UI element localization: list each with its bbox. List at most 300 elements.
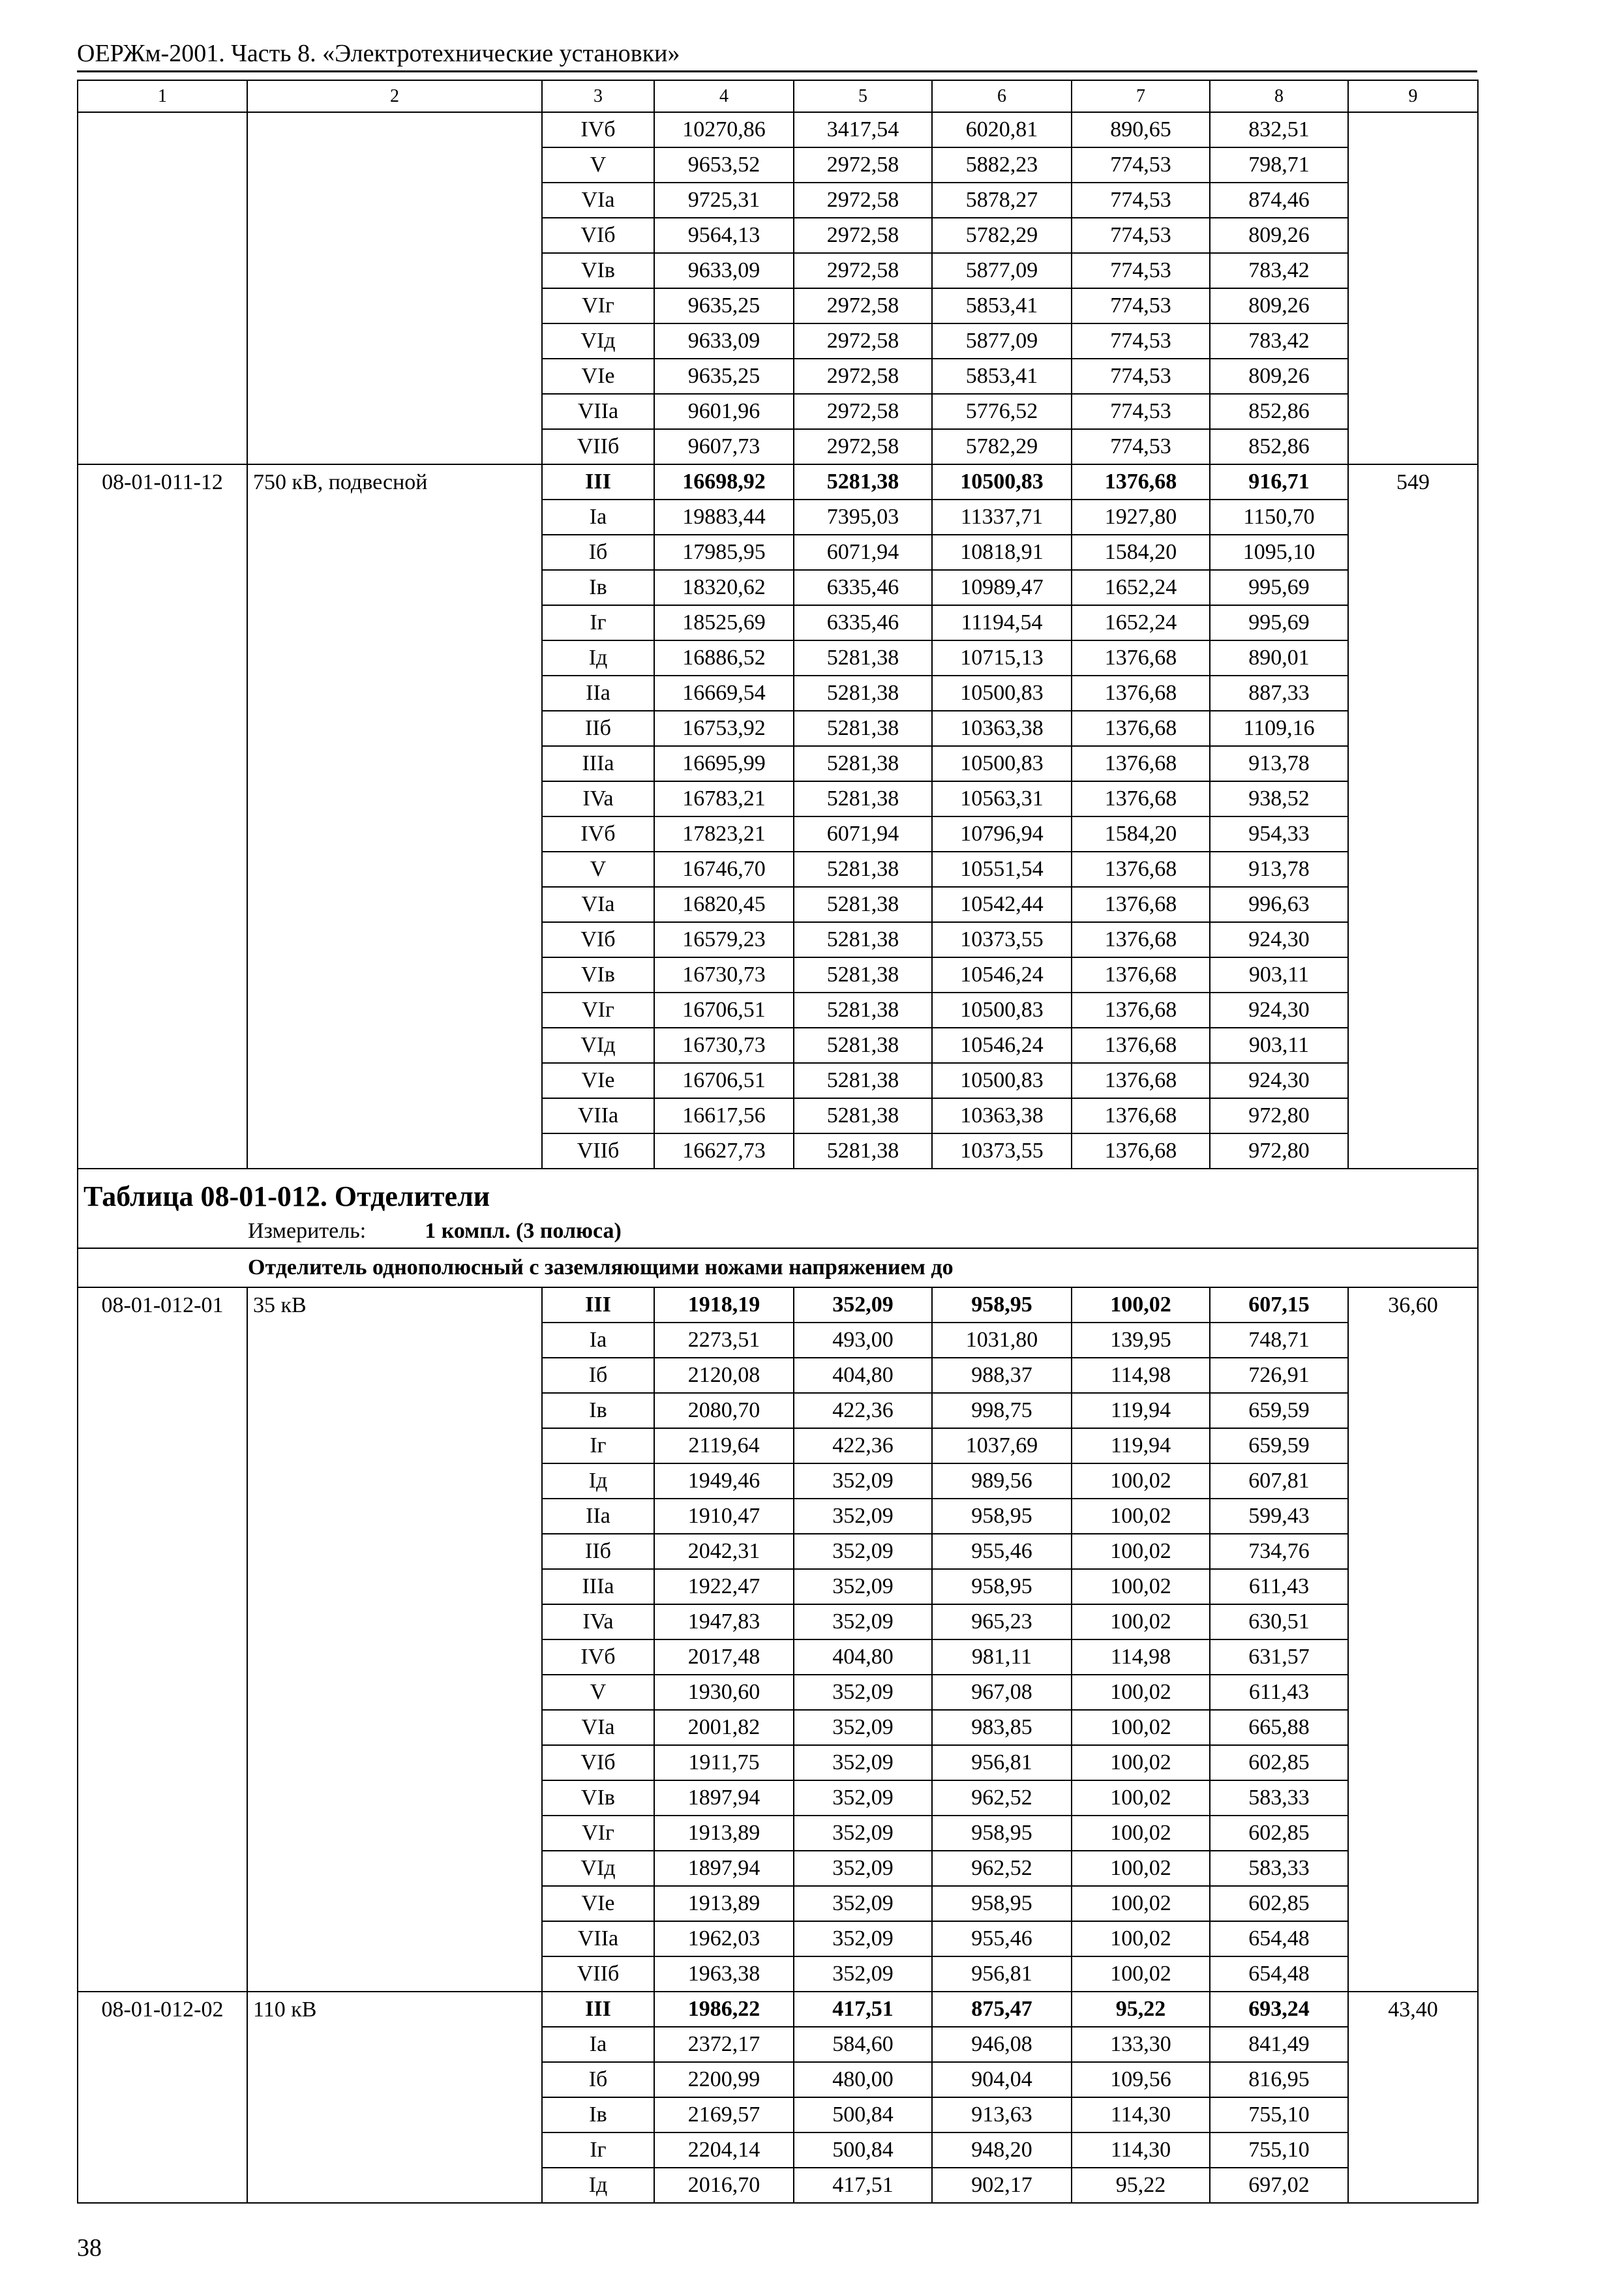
value-cell: 1986,22 <box>654 1992 794 2027</box>
value-cell: 1037,69 <box>932 1428 1072 1463</box>
value-cell: 774,53 <box>1072 359 1210 394</box>
value-cell: 956,81 <box>932 1956 1072 1992</box>
region-zone-cell: IIa <box>542 1499 654 1534</box>
value-cell: 114,30 <box>1072 2097 1210 2132</box>
value-cell: 10546,24 <box>932 1028 1072 1063</box>
value-cell: 2200,99 <box>654 2062 794 2097</box>
region-zone-cell: VIб <box>542 922 654 957</box>
region-zone-cell: V <box>542 852 654 887</box>
value-cell: 599,43 <box>1210 1499 1348 1534</box>
value-cell: 2273,51 <box>654 1323 794 1358</box>
region-zone-cell: IVб <box>542 816 654 852</box>
value-cell: 902,17 <box>932 2168 1072 2203</box>
value-cell: 6020,81 <box>932 112 1072 147</box>
value-cell: 852,86 <box>1210 429 1348 464</box>
region-zone-cell: Ia <box>542 1323 654 1358</box>
value-cell: 998,75 <box>932 1393 1072 1428</box>
value-cell: 1947,83 <box>654 1604 794 1639</box>
value-cell: 755,10 <box>1210 2097 1348 2132</box>
value-cell: 1913,89 <box>654 1886 794 1921</box>
value-cell: 5281,38 <box>794 922 932 957</box>
table-row <box>78 1287 1478 1323</box>
value-cell: 755,10 <box>1210 2132 1348 2168</box>
value-cell: 958,95 <box>932 1886 1072 1921</box>
value-cell: 1376,68 <box>1072 852 1210 887</box>
region-zone-cell: Ia <box>542 2027 654 2062</box>
value-cell: 841,49 <box>1210 2027 1348 2062</box>
value-cell: 602,85 <box>1210 1886 1348 1921</box>
value-cell: 1376,68 <box>1072 957 1210 993</box>
region-zone-cell: V <box>542 147 654 183</box>
value-cell: 946,08 <box>932 2027 1072 2062</box>
value-cell: 2204,14 <box>654 2132 794 2168</box>
value-cell: 1376,68 <box>1072 781 1210 816</box>
value-cell: 958,95 <box>932 1499 1072 1534</box>
value-cell: 2972,58 <box>794 323 932 359</box>
value-cell: 2372,17 <box>654 2027 794 2062</box>
value-cell: 139,95 <box>1072 1323 1210 1358</box>
value-cell: 352,09 <box>794 1675 932 1710</box>
region-zone-cell: VIIa <box>542 1098 654 1133</box>
value-cell: 995,69 <box>1210 605 1348 640</box>
value-cell: 500,84 <box>794 2097 932 2132</box>
value-cell: 659,59 <box>1210 1428 1348 1463</box>
value-cell: 1376,68 <box>1072 676 1210 711</box>
value-cell: 5281,38 <box>794 711 932 746</box>
value-cell: 100,02 <box>1072 1780 1210 1816</box>
region-zone-cell: Iг <box>542 605 654 640</box>
value-cell: 5281,38 <box>794 957 932 993</box>
measure-cell <box>78 1215 1478 1248</box>
value-cell: 500,84 <box>794 2132 932 2168</box>
value-cell: 100,02 <box>1072 1956 1210 1992</box>
value-cell: 352,09 <box>794 1534 932 1569</box>
column-number: 6 <box>932 80 1072 112</box>
value-cell: 2972,58 <box>794 218 932 253</box>
region-zone-cell: Iг <box>542 2132 654 2168</box>
column-number: 4 <box>654 80 794 112</box>
value-cell: 938,52 <box>1210 781 1348 816</box>
value-cell: 607,15 <box>1210 1287 1348 1323</box>
value-cell: 1376,68 <box>1072 993 1210 1028</box>
value-cell: 996,63 <box>1210 887 1348 922</box>
value-cell: 1963,38 <box>654 1956 794 1992</box>
value-cell: 962,52 <box>932 1780 1072 1816</box>
value-cell: 890,01 <box>1210 640 1348 676</box>
value-cell: 16886,52 <box>654 640 794 676</box>
region-zone-cell: IIб <box>542 711 654 746</box>
value-cell: 2042,31 <box>654 1534 794 1569</box>
value-cell: 2119,64 <box>654 1428 794 1463</box>
value-cell: 352,09 <box>794 1604 932 1639</box>
value-cell: 100,02 <box>1072 1710 1210 1745</box>
value-cell: 114,30 <box>1072 2132 1210 2168</box>
value-cell: 972,80 <box>1210 1133 1348 1169</box>
value-cell: 9601,96 <box>654 394 794 429</box>
value-cell: 734,76 <box>1210 1534 1348 1569</box>
value-cell: 2972,58 <box>794 359 932 394</box>
value-cell: 5281,38 <box>794 1098 932 1133</box>
value-cell: 956,81 <box>932 1745 1072 1780</box>
value-cell: 100,02 <box>1072 1921 1210 1956</box>
value-cell: 1150,70 <box>1210 500 1348 535</box>
region-zone-cell: VIIб <box>542 429 654 464</box>
value-cell: 10563,31 <box>932 781 1072 816</box>
region-zone-cell: VIa <box>542 183 654 218</box>
region-zone-cell: VIд <box>542 1851 654 1886</box>
value-cell: 109,56 <box>1072 2062 1210 2097</box>
region-zone-cell: Iб <box>542 2062 654 2097</box>
column-number: 8 <box>1210 80 1348 112</box>
value-cell: 748,71 <box>1210 1323 1348 1358</box>
region-zone-cell: VIIa <box>542 394 654 429</box>
value-cell: 5882,23 <box>932 147 1072 183</box>
value-cell: 10796,94 <box>932 816 1072 852</box>
value-cell: 6335,46 <box>794 605 932 640</box>
value-cell: 10715,13 <box>932 640 1072 676</box>
value-cell: 100,02 <box>1072 1604 1210 1639</box>
value-cell: 114,98 <box>1072 1358 1210 1393</box>
value-cell: 774,53 <box>1072 394 1210 429</box>
column-number: 2 <box>247 80 542 112</box>
column-number: 9 <box>1348 80 1478 112</box>
value-cell: 9635,25 <box>654 359 794 394</box>
section-title-row <box>78 1169 1478 1215</box>
value-cell: 10363,38 <box>932 1098 1072 1133</box>
region-zone-cell: IIIa <box>542 1569 654 1604</box>
value-cell: 352,09 <box>794 1780 932 1816</box>
value-cell: 958,95 <box>932 1816 1072 1851</box>
value-cell: 798,71 <box>1210 147 1348 183</box>
value-cell: 5853,41 <box>932 359 1072 394</box>
region-zone-cell: VIв <box>542 957 654 993</box>
value-cell: 10373,55 <box>932 922 1072 957</box>
value-cell: 887,33 <box>1210 676 1348 711</box>
item-name: 750 кВ, подвесной <box>247 464 542 1169</box>
value-cell: 5776,52 <box>932 394 1072 429</box>
value-cell: 9633,09 <box>654 253 794 288</box>
value-cell: 417,51 <box>794 2168 932 2203</box>
value-cell: 955,46 <box>932 1921 1072 1956</box>
value-cell: 16753,92 <box>654 711 794 746</box>
value-cell: 5853,41 <box>932 288 1072 323</box>
value-cell: 1095,10 <box>1210 535 1348 570</box>
value-cell: 659,59 <box>1210 1393 1348 1428</box>
value-cell: 16706,51 <box>654 993 794 1028</box>
value-cell: 1109,16 <box>1210 711 1348 746</box>
value-cell: 19883,44 <box>654 500 794 535</box>
value-cell: 2001,82 <box>654 1710 794 1745</box>
value-cell: 602,85 <box>1210 1745 1348 1780</box>
value-cell: 1584,20 <box>1072 535 1210 570</box>
value-cell: 1910,47 <box>654 1499 794 1534</box>
region-zone-cell: IVa <box>542 1604 654 1639</box>
value-cell: 7395,03 <box>794 500 932 535</box>
value-cell: 665,88 <box>1210 1710 1348 1745</box>
value-cell: 2017,48 <box>654 1639 794 1675</box>
column-number: 5 <box>794 80 932 112</box>
region-zone-cell: Iв <box>542 2097 654 2132</box>
value-cell: 11194,54 <box>932 605 1072 640</box>
region-zone-cell: VIIб <box>542 1956 654 1992</box>
value-cell: 2169,57 <box>654 2097 794 2132</box>
value-cell: 1376,68 <box>1072 1063 1210 1098</box>
value-cell: 493,00 <box>794 1323 932 1358</box>
region-zone-cell: V <box>542 1675 654 1710</box>
value-cell: 100,02 <box>1072 1287 1210 1323</box>
value-cell: 913,63 <box>932 2097 1072 2132</box>
value-cell: 5782,29 <box>932 218 1072 253</box>
value-cell: 10818,91 <box>932 535 1072 570</box>
description-row <box>78 1248 1478 1287</box>
value-cell: 924,30 <box>1210 1063 1348 1098</box>
table-row <box>78 1992 1478 2027</box>
value-cell: 924,30 <box>1210 993 1348 1028</box>
table-body <box>78 80 1478 2203</box>
value-cell: 890,65 <box>1072 112 1210 147</box>
value-cell: 955,46 <box>932 1534 1072 1569</box>
value-cell: 10500,83 <box>932 1063 1072 1098</box>
value-cell: 3417,54 <box>794 112 932 147</box>
value-cell: 95,22 <box>1072 1992 1210 2027</box>
value-cell: 2972,58 <box>794 394 932 429</box>
price-table <box>77 80 1479 2204</box>
value-cell: 5281,38 <box>794 676 932 711</box>
value-cell: 904,04 <box>932 2062 1072 2097</box>
value-cell: 697,02 <box>1210 2168 1348 2203</box>
value-cell: 10542,44 <box>932 887 1072 922</box>
value-cell: 422,36 <box>794 1393 932 1428</box>
region-zone-cell: VIг <box>542 288 654 323</box>
value-cell: 16698,92 <box>654 464 794 500</box>
value-cell: 1897,94 <box>654 1780 794 1816</box>
value-cell: 9653,52 <box>654 147 794 183</box>
value-cell: 583,33 <box>1210 1851 1348 1886</box>
value-cell: 903,11 <box>1210 1028 1348 1063</box>
value-cell: 100,02 <box>1072 1569 1210 1604</box>
value-cell: 1962,03 <box>654 1921 794 1956</box>
value-cell: 1584,20 <box>1072 816 1210 852</box>
value-cell: 100,02 <box>1072 1499 1210 1534</box>
region-zone-cell: VIг <box>542 993 654 1028</box>
value-cell: 9607,73 <box>654 429 794 464</box>
value-cell: 584,60 <box>794 2027 932 2062</box>
region-zone-cell: Iд <box>542 1463 654 1499</box>
region-zone-cell: IIa <box>542 676 654 711</box>
value-cell: 9725,31 <box>654 183 794 218</box>
value-cell: 693,24 <box>1210 1992 1348 2027</box>
value-cell: 16669,54 <box>654 676 794 711</box>
value-cell: 875,47 <box>932 1992 1072 2027</box>
value-cell: 352,09 <box>794 1745 932 1780</box>
region-zone-cell: VIд <box>542 323 654 359</box>
value-cell: 10500,83 <box>932 676 1072 711</box>
value-cell: 133,30 <box>1072 2027 1210 2062</box>
value-cell: 16617,56 <box>654 1098 794 1133</box>
value-cell: 1376,68 <box>1072 1028 1210 1063</box>
value-cell: 913,78 <box>1210 746 1348 781</box>
region-zone-cell: VIв <box>542 1780 654 1816</box>
value-cell: 1927,80 <box>1072 500 1210 535</box>
item-code: 08-01-012-01 <box>78 1287 247 1992</box>
value-cell: 774,53 <box>1072 183 1210 218</box>
value-cell: 6071,94 <box>794 535 932 570</box>
value-cell: 631,57 <box>1210 1639 1348 1675</box>
region-zone-cell: VIa <box>542 887 654 922</box>
value-cell: 995,69 <box>1210 570 1348 605</box>
value-cell: 958,95 <box>932 1569 1072 1604</box>
region-zone-cell: VIб <box>542 1745 654 1780</box>
value-cell: 352,09 <box>794 1921 932 1956</box>
value-cell: 1376,68 <box>1072 640 1210 676</box>
value-cell: 903,11 <box>1210 957 1348 993</box>
value-cell: 783,42 <box>1210 323 1348 359</box>
value-cell: 9635,25 <box>654 288 794 323</box>
value-cell: 602,85 <box>1210 1816 1348 1851</box>
value-cell: 726,91 <box>1210 1358 1348 1393</box>
value-cell: 2972,58 <box>794 429 932 464</box>
value-cell: 352,09 <box>794 1499 932 1534</box>
item-name <box>247 112 542 464</box>
item-code <box>78 112 247 464</box>
column-number: 3 <box>542 80 654 112</box>
value-cell: 404,80 <box>794 1358 932 1393</box>
value-cell: 10989,47 <box>932 570 1072 605</box>
region-zone-cell: VIд <box>542 1028 654 1063</box>
value-cell: 480,00 <box>794 2062 932 2097</box>
value-cell: 981,11 <box>932 1639 1072 1675</box>
value-cell: 1897,94 <box>654 1851 794 1886</box>
value-cell: 17985,95 <box>654 535 794 570</box>
value-cell: 972,80 <box>1210 1098 1348 1133</box>
value-cell: 1930,60 <box>654 1675 794 1710</box>
region-zone-cell: Iд <box>542 640 654 676</box>
value-cell: 774,53 <box>1072 147 1210 183</box>
value-cell: 100,02 <box>1072 1816 1210 1851</box>
column-number: 7 <box>1072 80 1210 112</box>
value-cell: 6071,94 <box>794 816 932 852</box>
value-cell: 948,20 <box>932 2132 1072 2168</box>
value-cell: 774,53 <box>1072 288 1210 323</box>
value-cell: 417,51 <box>794 1992 932 2027</box>
value-cell: 654,48 <box>1210 1956 1348 1992</box>
value-cell: 119,94 <box>1072 1393 1210 1428</box>
value-cell: 352,09 <box>794 1463 932 1499</box>
column-number: 1 <box>78 80 247 112</box>
value-cell: 1949,46 <box>654 1463 794 1499</box>
value-cell: 5281,38 <box>794 1133 932 1169</box>
value-cell: 611,43 <box>1210 1675 1348 1710</box>
item-name: 110 кВ <box>247 1992 542 2203</box>
value-cell: 5281,38 <box>794 887 932 922</box>
value-cell: 988,37 <box>932 1358 1072 1393</box>
value-cell: 17823,21 <box>654 816 794 852</box>
value-cell: 16695,99 <box>654 746 794 781</box>
value-cell: 5877,09 <box>932 253 1072 288</box>
page-header-title: ОЕРЖм-2001. Часть 8. «Электротехнические установки» <box>77 40 680 67</box>
region-zone-cell: Iв <box>542 1393 654 1428</box>
region-zone-cell: III <box>542 1992 654 2027</box>
value-cell: 10551,54 <box>932 852 1072 887</box>
value-cell: 100,02 <box>1072 1675 1210 1710</box>
value-cell: 2972,58 <box>794 288 932 323</box>
value-cell: 774,53 <box>1072 429 1210 464</box>
region-zone-cell: VIг <box>542 1816 654 1851</box>
item-value-col9: 43,40 <box>1348 1992 1478 2203</box>
value-cell: 1376,68 <box>1072 746 1210 781</box>
value-cell: 954,33 <box>1210 816 1348 852</box>
value-cell: 100,02 <box>1072 1745 1210 1780</box>
region-zone-cell: VIе <box>542 1063 654 1098</box>
table-row <box>78 112 1478 147</box>
value-cell: 16730,73 <box>654 957 794 993</box>
region-zone-cell: IIб <box>542 1534 654 1569</box>
value-cell: 1922,47 <box>654 1569 794 1604</box>
value-cell: 611,43 <box>1210 1569 1348 1604</box>
region-zone-cell: Iд <box>542 2168 654 2203</box>
value-cell: 1031,80 <box>932 1323 1072 1358</box>
value-cell: 913,78 <box>1210 852 1348 887</box>
value-cell: 989,56 <box>932 1463 1072 1499</box>
value-cell: 832,51 <box>1210 112 1348 147</box>
value-cell: 1376,68 <box>1072 1098 1210 1133</box>
value-cell: 2080,70 <box>654 1393 794 1428</box>
value-cell: 983,85 <box>932 1710 1072 1745</box>
value-cell: 16783,21 <box>654 781 794 816</box>
value-cell: 100,02 <box>1072 1534 1210 1569</box>
region-zone-cell: VIе <box>542 1886 654 1921</box>
value-cell: 10500,83 <box>932 993 1072 1028</box>
region-zone-cell: III <box>542 1287 654 1323</box>
value-cell: 816,95 <box>1210 2062 1348 2097</box>
value-cell: 654,48 <box>1210 1921 1348 1956</box>
table-row <box>78 464 1478 500</box>
value-cell: 5281,38 <box>794 852 932 887</box>
region-zone-cell: Iб <box>542 535 654 570</box>
item-value-col9: 549 <box>1348 464 1478 1169</box>
measure-label: Измеритель: <box>248 1219 367 1243</box>
value-cell: 916,71 <box>1210 464 1348 500</box>
value-cell: 5281,38 <box>794 1028 932 1063</box>
description-cell <box>78 1248 1478 1287</box>
measure-value: 1 компл. (3 полюса) <box>425 1219 622 1243</box>
region-zone-cell: VIв <box>542 253 654 288</box>
section-title: Таблица 08-01-012. Отделители <box>78 1169 1478 1215</box>
measure-row <box>78 1215 1478 1248</box>
value-cell: 10500,83 <box>932 746 1072 781</box>
region-zone-cell: VIa <box>542 1710 654 1745</box>
value-cell: 2972,58 <box>794 183 932 218</box>
value-cell: 352,09 <box>794 1956 932 1992</box>
region-zone-cell: Iг <box>542 1428 654 1463</box>
value-cell: 962,52 <box>932 1851 1072 1886</box>
value-cell: 352,09 <box>794 1886 932 1921</box>
value-cell: 16746,70 <box>654 852 794 887</box>
value-cell: 630,51 <box>1210 1604 1348 1639</box>
value-cell: 783,42 <box>1210 253 1348 288</box>
value-cell: 809,26 <box>1210 288 1348 323</box>
region-zone-cell: IVб <box>542 112 654 147</box>
value-cell: 774,53 <box>1072 253 1210 288</box>
item-value-col9 <box>1348 112 1478 464</box>
value-cell: 774,53 <box>1072 218 1210 253</box>
value-cell: 352,09 <box>794 1851 932 1886</box>
value-cell: 16579,23 <box>654 922 794 957</box>
value-cell: 1376,68 <box>1072 922 1210 957</box>
value-cell: 874,46 <box>1210 183 1348 218</box>
value-cell: 100,02 <box>1072 1463 1210 1499</box>
item-code: 08-01-011-12 <box>78 464 247 1169</box>
